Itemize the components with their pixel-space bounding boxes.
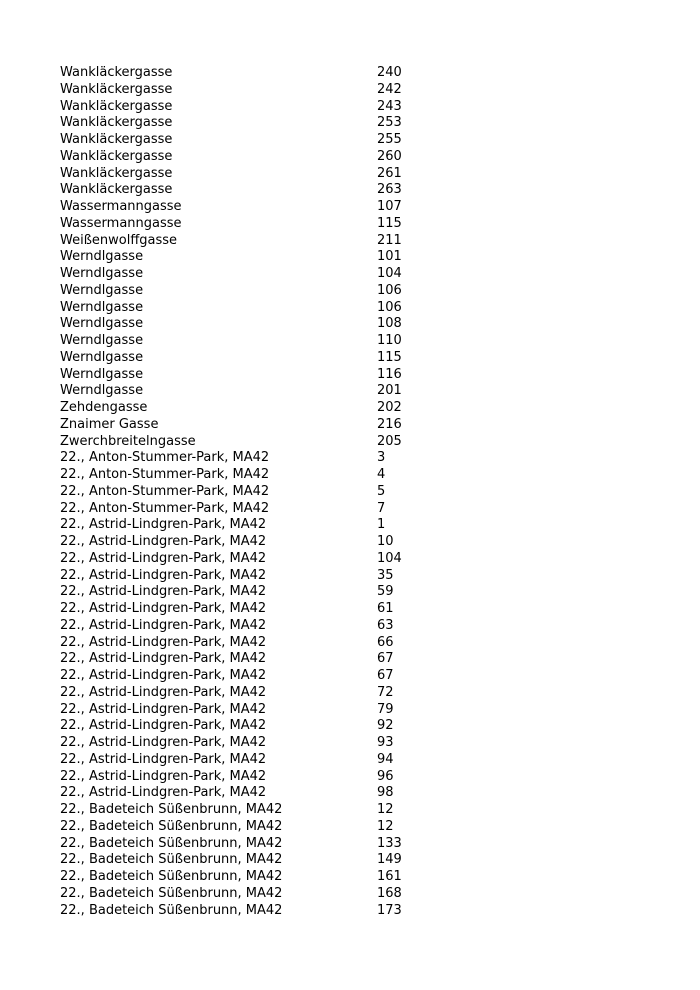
street-name: Wankläckergasse (60, 65, 173, 80)
list-item (60, 300, 480, 317)
list-item (60, 434, 480, 451)
house-number: 211 (377, 232, 402, 248)
street-name: Wankläckergasse (60, 182, 173, 198)
list-item (60, 216, 480, 233)
house-number: 255 (377, 132, 402, 147)
house-number: 93 (377, 735, 394, 750)
list-item (60, 501, 480, 518)
street-name: 22., Badeteich Süßenbrunn, MA42 (60, 852, 283, 868)
list-item (60, 99, 480, 116)
house-number: 205 (377, 433, 402, 449)
street-name: 22., Anton-Stummer-Park, MA42 (60, 450, 270, 466)
house-number: 3 (377, 450, 386, 466)
house-number: 35 (377, 567, 394, 583)
house-number: 173 (377, 902, 402, 918)
house-number: 59 (377, 584, 394, 600)
house-number: 63 (377, 617, 394, 633)
street-name: 22., Astrid-Lindgren-Park, MA42 (60, 785, 267, 801)
street-name: 22., Astrid-Lindgren-Park, MA42 (60, 651, 267, 667)
list-item (60, 836, 480, 853)
street-name: Wassermanngasse (60, 215, 182, 231)
list-item (60, 182, 480, 199)
list-item (60, 350, 480, 367)
house-number: 1 (377, 517, 386, 533)
list-item (60, 668, 480, 685)
list-item (60, 886, 480, 903)
street-name: 22., Badeteich Süßenbrunn, MA42 (60, 818, 283, 834)
street-name: 22., Astrid-Lindgren-Park, MA42 (60, 718, 267, 734)
street-name: 22., Astrid-Lindgren-Park, MA42 (60, 567, 267, 583)
street-name: 22., Astrid-Lindgren-Park, MA42 (60, 684, 267, 700)
list-item (60, 769, 480, 786)
house-number: 107 (377, 199, 402, 214)
list-item (60, 718, 480, 735)
list-item (60, 584, 480, 601)
list-item (60, 82, 480, 99)
list-item (60, 316, 480, 333)
street-name: Wankläckergasse (60, 165, 173, 181)
house-number: 202 (377, 400, 402, 415)
list-item (60, 65, 480, 82)
street-name: Weißenwolffgasse (60, 232, 178, 248)
house-number: 216 (377, 416, 402, 432)
list-item (60, 115, 480, 132)
list-item (60, 869, 480, 886)
street-name: 22., Badeteich Süßenbrunn, MA42 (60, 869, 283, 884)
list-item (60, 132, 480, 149)
house-number: 67 (377, 651, 394, 667)
street-name: 22., Astrid-Lindgren-Park, MA42 (60, 584, 267, 600)
house-number: 115 (377, 349, 402, 365)
street-name: 22., Astrid-Lindgren-Park, MA42 (60, 768, 267, 784)
list-item (60, 467, 480, 484)
list-item (60, 367, 480, 384)
list-item (60, 149, 480, 166)
house-number: 5 (377, 483, 386, 499)
house-number: 79 (377, 701, 394, 717)
house-number: 12 (377, 818, 394, 834)
street-name: Zwerchbreitelngasse (60, 433, 196, 449)
house-number: 10 (377, 534, 394, 549)
house-number: 149 (377, 852, 402, 868)
street-name: Wankläckergasse (60, 115, 173, 131)
house-number: 66 (377, 634, 394, 650)
house-number: 115 (377, 215, 402, 231)
list-item (60, 551, 480, 568)
house-number: 7 (377, 500, 386, 516)
street-name: 22., Astrid-Lindgren-Park, MA42 (60, 634, 267, 650)
list-item (60, 450, 480, 467)
street-name: 22., Astrid-Lindgren-Park, MA42 (60, 751, 267, 767)
list-item (60, 735, 480, 752)
house-number: 92 (377, 718, 394, 734)
house-number: 161 (377, 869, 402, 884)
street-name: 22., Astrid-Lindgren-Park, MA42 (60, 701, 267, 717)
house-number: 72 (377, 684, 394, 700)
house-number: 98 (377, 785, 394, 801)
list-item (60, 601, 480, 618)
list-item (60, 249, 480, 266)
street-name: Werndlgasse (60, 333, 144, 348)
house-number: 201 (377, 383, 402, 399)
address-list (60, 65, 480, 919)
street-name: Wankläckergasse (60, 81, 173, 97)
street-name: Werndlgasse (60, 383, 144, 399)
street-name: Werndlgasse (60, 299, 144, 315)
list-item (60, 618, 480, 635)
street-name: 22., Anton-Stummer-Park, MA42 (60, 467, 270, 482)
house-number: 261 (377, 165, 402, 181)
street-name: 22., Astrid-Lindgren-Park, MA42 (60, 617, 267, 633)
street-name: 22., Astrid-Lindgren-Park, MA42 (60, 534, 267, 549)
street-name: Wankläckergasse (60, 148, 173, 164)
street-name: Werndlgasse (60, 366, 144, 382)
list-item (60, 752, 480, 769)
list-item (60, 484, 480, 501)
street-name: 22., Badeteich Süßenbrunn, MA42 (60, 902, 283, 918)
house-number: 67 (377, 668, 394, 683)
list-item (60, 266, 480, 283)
list-item (60, 417, 480, 434)
list-item (60, 702, 480, 719)
street-name: 22., Badeteich Süßenbrunn, MA42 (60, 885, 283, 901)
list-item (60, 383, 480, 400)
house-number: 12 (377, 802, 394, 817)
street-name: Wankläckergasse (60, 132, 173, 147)
street-name: 22., Anton-Stummer-Park, MA42 (60, 500, 270, 516)
house-number: 94 (377, 751, 394, 767)
house-number: 4 (377, 467, 386, 482)
street-name: 22., Astrid-Lindgren-Park, MA42 (60, 668, 267, 683)
house-number: 106 (377, 299, 402, 315)
street-name: 22., Astrid-Lindgren-Park, MA42 (60, 601, 267, 616)
list-item (60, 568, 480, 585)
street-name: 22., Badeteich Süßenbrunn, MA42 (60, 835, 283, 851)
house-number: 110 (377, 333, 402, 348)
list-item (60, 802, 480, 819)
list-item (60, 166, 480, 183)
list-item (60, 635, 480, 652)
house-number: 106 (377, 282, 402, 298)
house-number: 116 (377, 366, 402, 382)
street-name: Znaimer Gasse (60, 416, 159, 432)
street-name: Werndlgasse (60, 249, 144, 265)
house-number: 101 (377, 249, 402, 265)
street-name: 22., Astrid-Lindgren-Park, MA42 (60, 550, 267, 566)
house-number: 104 (377, 266, 402, 281)
list-item (60, 785, 480, 802)
house-number: 260 (377, 148, 402, 164)
list-item (60, 233, 480, 250)
list-item (60, 819, 480, 836)
street-name: 22., Badeteich Süßenbrunn, MA42 (60, 802, 283, 817)
house-number: 133 (377, 835, 402, 851)
street-name: 22., Astrid-Lindgren-Park, MA42 (60, 735, 267, 750)
list-item (60, 534, 480, 551)
house-number: 242 (377, 81, 402, 97)
house-number: 240 (377, 65, 402, 80)
street-name: Werndlgasse (60, 349, 144, 365)
list-item (60, 685, 480, 702)
list-item (60, 283, 480, 300)
list-item (60, 651, 480, 668)
house-number: 61 (377, 601, 394, 616)
house-number: 263 (377, 182, 402, 198)
street-name: Wankläckergasse (60, 98, 173, 114)
list-item (60, 199, 480, 216)
house-number: 108 (377, 316, 402, 332)
street-name: Werndlgasse (60, 266, 144, 281)
house-number: 253 (377, 115, 402, 131)
house-number: 104 (377, 550, 402, 566)
list-item (60, 517, 480, 534)
list-item (60, 852, 480, 869)
list-item (60, 903, 480, 920)
house-number: 243 (377, 98, 402, 114)
list-item (60, 400, 480, 417)
street-name: Zehdengasse (60, 400, 148, 415)
house-number: 168 (377, 885, 402, 901)
street-name: Wassermanngasse (60, 199, 182, 214)
house-number: 96 (377, 768, 394, 784)
street-name: Werndlgasse (60, 282, 144, 298)
street-name: 22., Anton-Stummer-Park, MA42 (60, 483, 270, 499)
street-name: 22., Astrid-Lindgren-Park, MA42 (60, 517, 267, 533)
street-name: Werndlgasse (60, 316, 144, 332)
list-item (60, 333, 480, 350)
